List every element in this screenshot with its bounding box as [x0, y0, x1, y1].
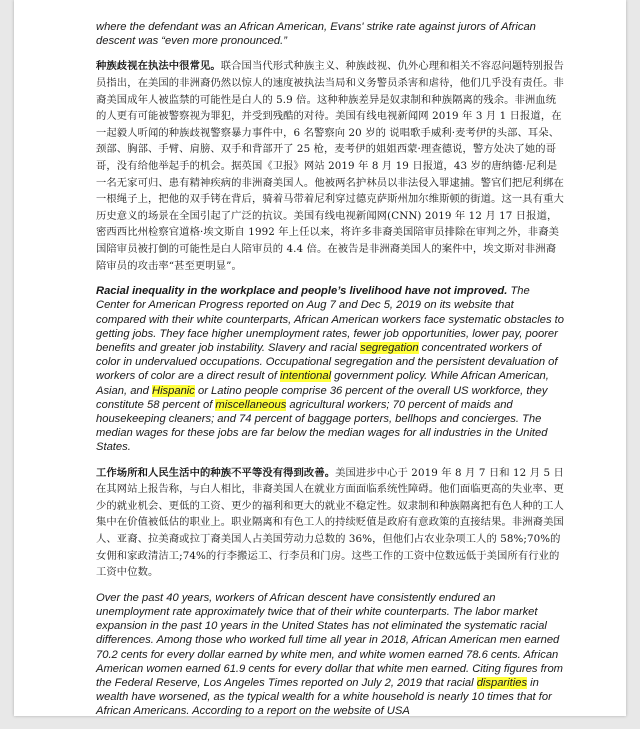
paragraph-en-unemployment	[96, 591, 564, 719]
paragraph-text: 美国进步中心于 2019 年 8 月 7 日和 12 月 5 日在其网站上报告称，与白人相比，非裔美国人在就业方面面临系统性障碍。他们面临更高的失业率、更少的就业机会、更低的工资、更少的福利和更大的就业不稳定性。奴隶制和种族隔离把有色人种的工人集中在价值被低估的职业上。职业隔离和有色工人的持续贬值是政府有意政策的直接结果。非洲裔美国人、亚裔、拉美裔或拉丁裔美国人占美国劳动力总数的 36%，但他们占农业杂项工人的 58%;70%的女佣和家政清洁工;74%的行李搬运工、行李员和门房。这些工作的工资中位数远低于美国所有行业的工资中位数。	[96, 466, 564, 579]
highlighted-word: miscellaneous	[215, 398, 287, 411]
paragraph-zh-workplace	[96, 465, 564, 581]
document-body	[96, 20, 564, 729]
paragraph-text: or Latino people comprise 36 percent of the overall US workforce, they constitute 58 percent of	[96, 384, 548, 411]
document-page	[14, 0, 626, 716]
paragraph-lead: 工作场所和人民生活中的种族不平等没有得到改善。	[96, 466, 336, 479]
paragraph-text: The Center for American Progress reported on Aug 7 and Dec 5, 2019 on its website that compared with their white counterparts, African American workers face systematic obstacles to getting jobs. They face higher unemployment rates, fewer job opportunities, lower pay, poorer benefits and greater job instability. Slavery and racial	[96, 285, 564, 354]
paragraph-lead: 种族歧视在执法中很常见。	[96, 60, 221, 73]
paragraph-text: 联合国当代形式种族主义、种族歧视、仇外心理和相关不容忍问题特别报告员指出，在美国的非洲裔仍然以惊人的速度被执法当局和义务警员杀害和虐待，他们几乎没有责任。非裔美国成年人被监禁的可能性是白人的 5.9 倍。这种种族差异是奴隶制和种族隔离的残余。非洲血统的人更有可能被警察视为罪犯，并受到残酷的对待。美国有线电视新闻网 2019 年 3 月 1 日报道，在一起毅人听闻的种族歧视警察暴力事件中，6 名警察向 20 岁的 说唱歌手威利·麦考伊的头部、耳朵、颈部、胸部、手臂、肩膀、双手和背部开了 25 枪，麦考伊的姐姐西蒙·理查德说，警方处决了她的哥哥，没有给他举起手的机会。据英国《卫报》网站 2019 年 8 月 19 日报道，43 岁的唐纳德·尼利是一名无家可归、患有精神疾病的非洲裔美国人。他被两名护林员以非法侵入罪逮捕。警官们把尼利绑在一根绳子上，把他的双手铐在背后，骑着马带着尼利穿过德克萨斯州加尔维斯顿的街道。这一具有重大历史意义的场景在全国引起了广泛的抗议。美国有线电视新闻网(CNN) 2019 年 12 月 17 日报道，密西西比州检察官道格·埃文斯自 1992 年上任以来，将许多非裔美国陪审员排除在审判之外，非裔美国陪审员被打倒的可能性是白人陪审员的 4.4 倍。在被告是非洲裔美国人的案件中，埃文斯对非洲裔陪审员的攻击率“甚至更明显”。	[96, 60, 564, 272]
paragraph-text: agricultural workers; 70 percent of maids and housekeeping cleaners; and 74 percent of baggage porters, bellhops and concierges. The median wages for these jobs are far below the median wages for all industries in the United States.	[96, 398, 548, 454]
highlighted-word: intentional	[280, 370, 332, 383]
paragraph-en-workplace	[96, 284, 564, 454]
paragraph-en-continued	[96, 20, 564, 48]
highlighted-word: segregation	[360, 341, 419, 354]
paragraph-zh-law-enforcement	[96, 58, 564, 274]
paragraph-text: in wealth have worsened, as the typical wealth for a white household is nearly 10 times that for African Americans. According to a report on the website of USA	[96, 676, 552, 718]
paragraph-text: Over the past 40 years, workers of African descent have consistently endured an unemployment rate approximately twice that of their white counterparts. The labor market expansion in the past 10 years in the United States has not eliminated the systematic racial differences. Among those who worked full time all year in 2018, African American men earned 70.2 cents for every dollar earned by white men, and white women earned 78.6 cents. African American women earned 61.9 cents for every dollar that white men earned. Citing figures from the Federal Reserve, Los Angeles Times reported on July 2, 2019 that racial	[96, 591, 563, 689]
highlighted-word: Hispanic	[151, 384, 195, 397]
paragraph-text: concentrated workers of color in undervalued occupations. Occupational segregation and the persistent devaluation of workers of color are a direct result of	[96, 341, 558, 383]
highlighted-word: disparities	[476, 676, 528, 689]
paragraph-text: where the defendant was an African American, Evans' strike rate against jurors of African descent was “even more pronounced.”	[96, 21, 536, 48]
paragraph-lead: Racial inequality in the workplace and people’s livelihood have not improved.	[96, 285, 508, 298]
paragraph-text: government policy. While African American, Asian, and	[96, 370, 549, 397]
